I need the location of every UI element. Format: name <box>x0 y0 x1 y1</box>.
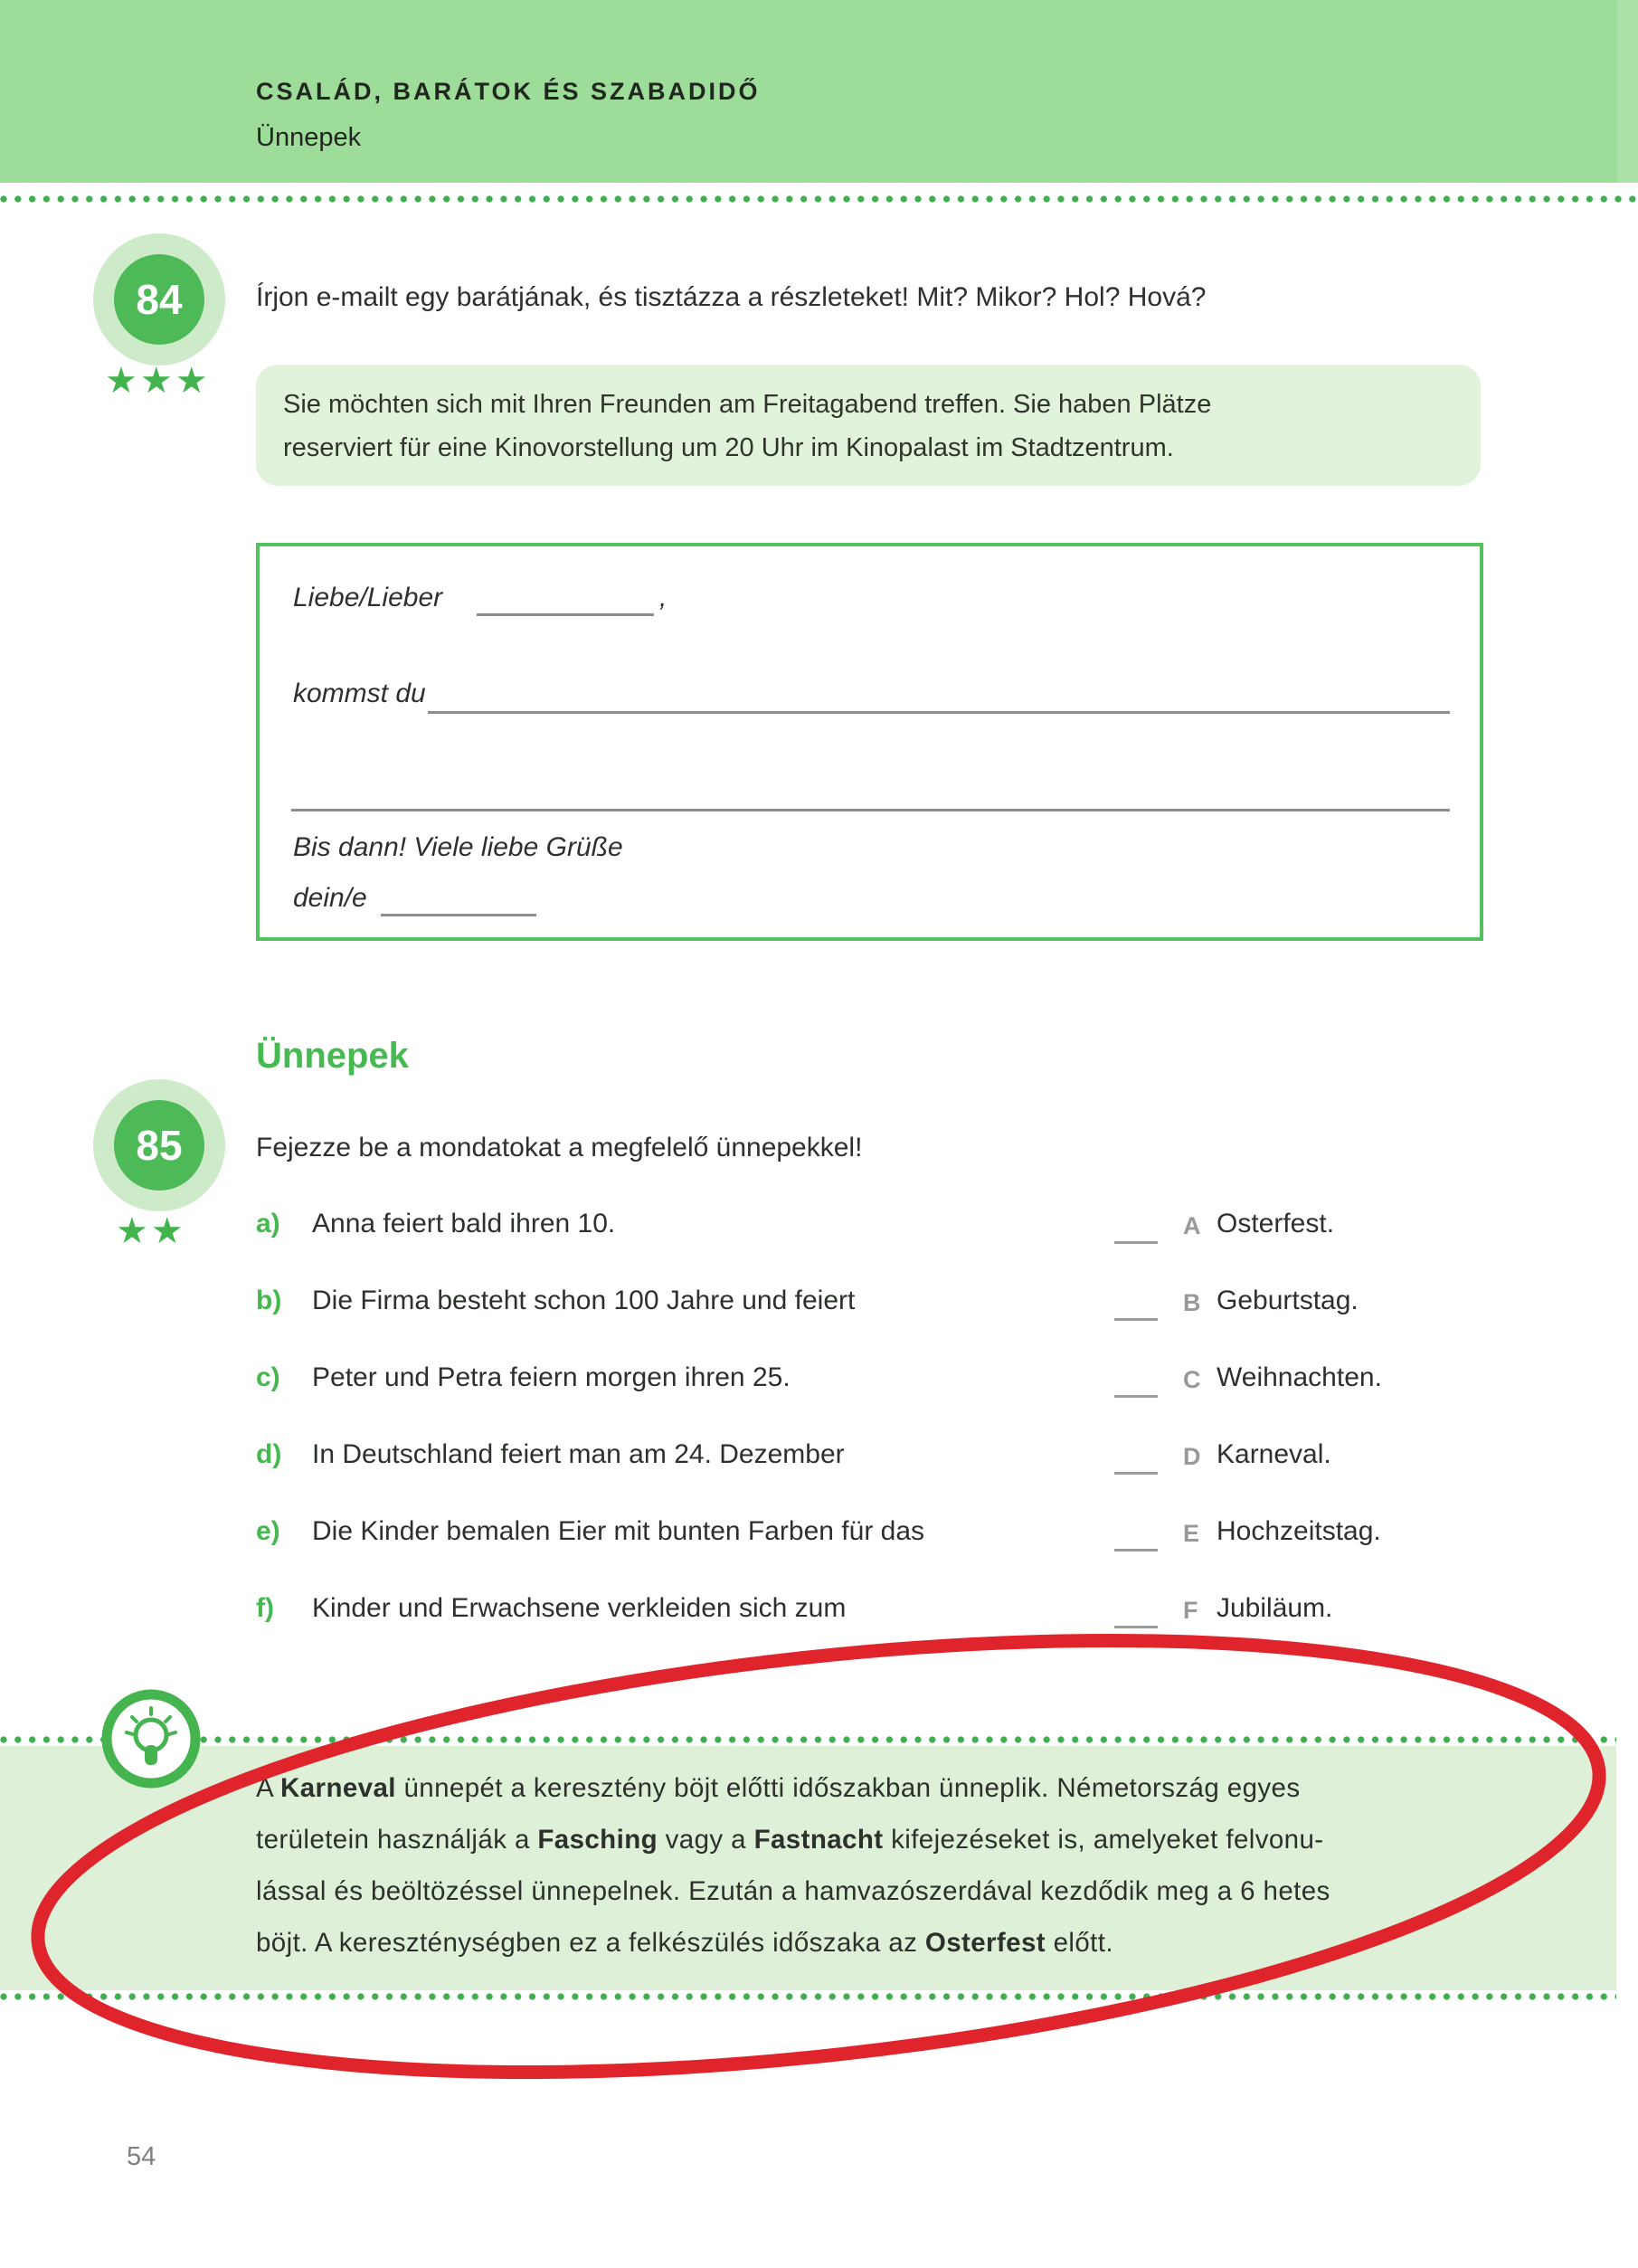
blank-line <box>477 613 654 616</box>
page-edge-strip <box>1617 0 1638 183</box>
option-letter: C <box>1183 1366 1201 1393</box>
option-letter: B <box>1183 1289 1201 1316</box>
exercise-84-badge <box>93 233 225 365</box>
exercise-84-difficulty-stars <box>105 360 211 402</box>
infobox-line: lással és beöltözéssel ünnepelnek. Ezután a hamvazószerdával kezdődik meg a 6 hetes <box>256 1876 1330 1906</box>
infobox-line: területein használják a Fasching vagy a Fastnacht kifejezéseket is, amelyeket felvonu- <box>256 1825 1324 1855</box>
exercise-85-difficulty-stars <box>116 1210 186 1252</box>
answer-blank <box>1114 1241 1158 1244</box>
option-text: Jubiläum. <box>1217 1593 1333 1623</box>
chapter-subtitle: Ünnepek <box>256 123 362 152</box>
letter-salutation: Liebe/Lieber <box>293 583 443 612</box>
exercise-84-number: 84 <box>114 254 204 345</box>
blank-line <box>291 809 1450 811</box>
letter-opening: kommst du <box>293 679 426 708</box>
item-label: d) <box>256 1439 282 1469</box>
item-text: Kinder und Erwachsene verkleiden sich zum <box>312 1593 847 1623</box>
lightbulb-icon <box>101 1689 201 1789</box>
option-text: Weihnachten. <box>1217 1362 1382 1392</box>
infobox-line: A Karneval ünnepét a keresztény böjt előtti időszakban ünneplik. Németország egyes <box>256 1773 1301 1803</box>
dotted-separator <box>0 195 1638 203</box>
item-label: b) <box>256 1286 282 1315</box>
email-template-box <box>256 543 1483 941</box>
chapter-header-band <box>0 0 1638 183</box>
option-text: Hochzeitstag. <box>1217 1516 1381 1546</box>
item-label: c) <box>256 1362 280 1392</box>
infobox-dotted-border-bottom <box>0 1993 1616 2000</box>
chapter-title: CSALÁD, BARÁTOK ÉS SZABADIDŐ <box>256 78 761 105</box>
situation-line: reserviert für eine Kinovorstellung um 20 Uhr im Kinopalast im Stadtzentrum. <box>283 433 1174 462</box>
answer-blank <box>1114 1318 1158 1321</box>
option-text: Geburtstag. <box>1217 1286 1359 1315</box>
exercise-84-task: Írjon e-mailt egy barátjának, és tisztázza a részleteket! Mit? Mikor? Hol? Hová? <box>256 282 1207 312</box>
situation-text <box>283 383 1211 470</box>
infobox-dotted-border-top <box>0 1736 1616 1743</box>
item-text: In Deutschland feiert man am 24. Dezember <box>312 1439 845 1469</box>
item-label: f) <box>256 1593 274 1623</box>
option-letter: D <box>1183 1443 1201 1470</box>
answer-blank <box>1114 1626 1158 1628</box>
blank-line <box>381 914 536 916</box>
item-text: Die Kinder bemalen Eier mit bunten Farben für das <box>312 1516 925 1546</box>
situation-line: Sie möchten sich mit Ihren Freunden am Freitagabend treffen. Sie haben Plätze <box>283 390 1212 419</box>
item-label: e) <box>256 1516 280 1546</box>
answer-blank <box>1114 1549 1158 1552</box>
star-icon: ★ <box>105 361 140 401</box>
answer-blank <box>1114 1472 1158 1475</box>
letter-signature: dein/e <box>293 883 367 913</box>
item-text: Die Firma besteht schon 100 Jahre und feiert <box>312 1286 856 1315</box>
infobox-text <box>256 1762 1522 1969</box>
answer-blank <box>1114 1395 1158 1398</box>
exercise-85-badge <box>93 1079 225 1211</box>
blank-line <box>428 711 1450 714</box>
exercise-85-task: Fejezze be a mondatokat a megfelelő ünnepekkel! <box>256 1133 863 1162</box>
option-text: Osterfest. <box>1217 1209 1335 1238</box>
star-icon: ★ <box>150 1211 186 1251</box>
item-text: Peter und Petra feiern morgen ihren 25. <box>312 1362 791 1392</box>
section-heading: Ünnepek <box>256 1036 409 1076</box>
letter-salutation-comma: , <box>659 583 668 612</box>
item-label: a) <box>256 1209 280 1238</box>
item-text: Anna feiert bald ihren 10. <box>312 1209 616 1238</box>
situation-box <box>256 365 1481 486</box>
option-letter: A <box>1183 1212 1201 1239</box>
star-icon: ★ <box>116 1211 151 1251</box>
option-letter: E <box>1183 1520 1200 1547</box>
infobox-line: böjt. A kereszténységben ez a felkészülés időszaka az Osterfest előtt. <box>256 1928 1113 1958</box>
exercise-85-number: 85 <box>114 1100 204 1191</box>
star-icon: ★ <box>175 361 211 401</box>
letter-closing: Bis dann! Viele liebe Grüße <box>293 832 623 862</box>
page-number: 54 <box>127 2142 156 2171</box>
option-letter: F <box>1183 1597 1198 1624</box>
option-text: Karneval. <box>1217 1439 1331 1469</box>
star-icon: ★ <box>139 361 175 401</box>
